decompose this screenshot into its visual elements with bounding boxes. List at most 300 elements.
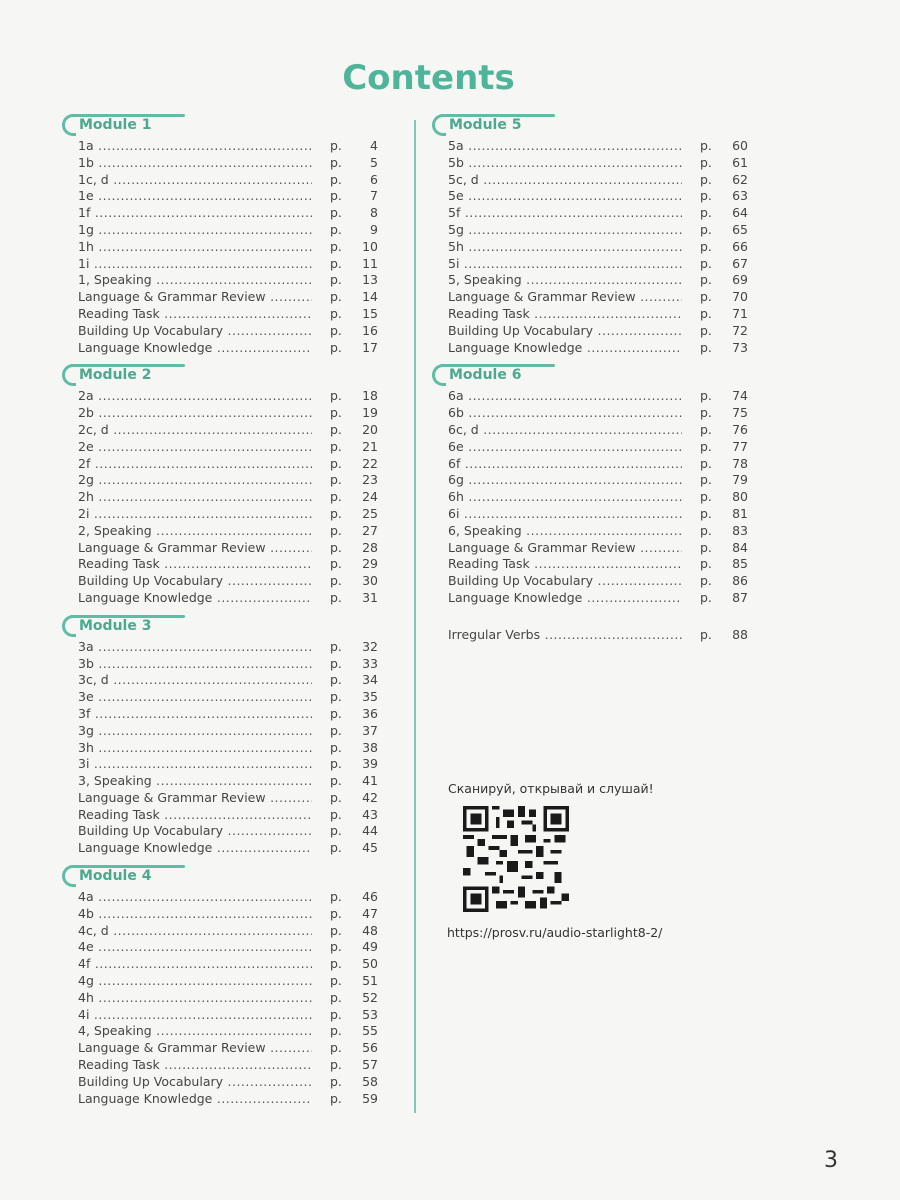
module-title: Module 6: [449, 367, 522, 384]
entry-label: 2g .....: [78, 472, 312, 489]
page-prefix: p.: [700, 221, 712, 237]
page-number: 39: [362, 756, 378, 772]
entry-label: 5, Speaking .....: [448, 272, 682, 289]
page-number: 25: [362, 505, 378, 521]
toc-row[interactable]: [62, 439, 382, 456]
entry-label: Language Knowledge .....: [78, 1091, 312, 1108]
entry-label: 3i .....: [78, 756, 312, 773]
toc-row[interactable]: [62, 906, 382, 923]
page-prefix: p.: [330, 655, 342, 671]
entry-label: 1i .....: [78, 256, 312, 273]
page-number: 67: [732, 255, 748, 271]
page-prefix: p.: [330, 171, 342, 187]
page-number: 48: [362, 922, 378, 938]
entry-label: 4i .....: [78, 1007, 312, 1024]
page-number: 61: [732, 154, 748, 170]
page-number: 72: [732, 322, 748, 338]
entry-label: 1g .....: [78, 222, 312, 239]
page-number: 75: [732, 405, 748, 421]
page-prefix: p.: [700, 556, 712, 572]
page-number: 32: [362, 638, 378, 654]
page-prefix: p.: [700, 205, 712, 221]
entry-label: 1h .....: [78, 239, 312, 256]
module-section: [432, 362, 752, 606]
heading-bracket-icon: [62, 615, 76, 637]
page-prefix: p.: [700, 489, 712, 505]
toc-row[interactable]: [62, 1007, 382, 1024]
page-number: 13: [362, 272, 378, 288]
toc-row[interactable]: [432, 489, 752, 506]
page-prefix: p.: [330, 973, 342, 989]
page-number: 51: [362, 973, 378, 989]
toc-row[interactable]: [432, 155, 752, 172]
toc-row[interactable]: [432, 523, 752, 540]
page-title: Contents: [342, 58, 515, 98]
page-prefix: p.: [330, 756, 342, 772]
entry-label: 3h .....: [78, 740, 312, 757]
toc-row[interactable]: [62, 1074, 382, 1091]
entry-label: 1b .....: [78, 155, 312, 172]
page-number: 43: [362, 806, 378, 822]
page-number: 88: [732, 627, 748, 642]
page-prefix: p.: [330, 339, 342, 355]
page-prefix: p.: [330, 773, 342, 789]
module-title: Module 3: [79, 617, 152, 634]
page-prefix: p.: [330, 806, 342, 822]
toc-row[interactable]: [432, 256, 752, 273]
page-prefix: p.: [330, 255, 342, 271]
page-prefix: p.: [330, 922, 342, 938]
page-number: 84: [732, 539, 748, 555]
page-number: 6: [370, 171, 378, 187]
toc-row[interactable]: [62, 706, 382, 723]
module-title: Module 2: [79, 367, 152, 384]
page-number-footer: 3: [824, 1148, 838, 1173]
entry-label: Language & Grammar Review .....: [78, 1040, 312, 1057]
module-title: Module 5: [449, 117, 522, 133]
toc-row[interactable]: [62, 489, 382, 506]
page-prefix: p.: [330, 489, 342, 505]
page-number: 36: [362, 705, 378, 721]
page-number: 18: [362, 388, 378, 404]
page-prefix: p.: [700, 171, 712, 187]
entry-label: 1a .....: [78, 138, 312, 155]
toc-row[interactable]: [432, 306, 752, 323]
scan-instruction: Сканируй, открывай и слушай!: [448, 781, 654, 796]
page-prefix: p.: [700, 589, 712, 605]
toc-row[interactable]: [432, 627, 752, 644]
page-prefix: p.: [330, 1006, 342, 1022]
entry-label: 1c, d .....: [78, 172, 312, 189]
toc-row[interactable]: [432, 472, 752, 489]
page-prefix: p.: [330, 989, 342, 1005]
toc-row[interactable]: [62, 138, 382, 155]
entry-label: 2b .....: [78, 405, 312, 422]
contents-column-right: [432, 112, 752, 613]
page-prefix: p.: [330, 238, 342, 254]
entry-label: Language & Grammar Review .....: [78, 540, 312, 557]
entry-label: Language Knowledge .....: [448, 590, 682, 607]
toc-row[interactable]: [432, 289, 752, 306]
entry-label: Building Up Vocabulary .....: [78, 823, 312, 840]
entry-label: Reading Task .....: [78, 306, 312, 323]
entry-label: Language Knowledge .....: [448, 340, 682, 357]
toc-row[interactable]: [432, 272, 752, 289]
entry-label: 6b .....: [448, 405, 682, 422]
page-prefix: p.: [330, 689, 342, 705]
toc-row[interactable]: [62, 289, 382, 306]
module-heading: [432, 362, 752, 386]
page-number: 79: [732, 472, 748, 488]
page-number: 22: [362, 455, 378, 471]
toc-row[interactable]: [432, 439, 752, 456]
toc-row[interactable]: [432, 573, 752, 590]
page-number: 14: [362, 289, 378, 305]
qr-code-icon[interactable]: [458, 806, 574, 912]
page-number: 38: [362, 739, 378, 755]
page-number: 74: [732, 388, 748, 404]
page-prefix: p.: [330, 739, 342, 755]
page-number: 24: [362, 489, 378, 505]
entry-label: Language Knowledge .....: [78, 590, 312, 607]
toc-row[interactable]: [432, 590, 752, 607]
heading-bracket-icon: [62, 114, 76, 136]
page-prefix: p.: [330, 1057, 342, 1073]
page-number: 35: [362, 689, 378, 705]
toc-row[interactable]: [62, 889, 382, 906]
module-section: [62, 362, 382, 606]
entry-label: Irregular Verbs .....: [448, 627, 682, 644]
page-number: 62: [732, 171, 748, 187]
module-section: [432, 112, 752, 356]
page-number: 59: [362, 1090, 378, 1106]
entry-label: 3g .....: [78, 723, 312, 740]
module-heading: [62, 863, 382, 887]
page-prefix: p.: [700, 539, 712, 555]
page-number: 5: [370, 154, 378, 170]
toc-row[interactable]: [62, 388, 382, 405]
toc-row[interactable]: [432, 205, 752, 222]
entry-label: Language & Grammar Review .....: [78, 790, 312, 807]
page-number: 41: [362, 773, 378, 789]
toc-row[interactable]: [432, 340, 752, 357]
toc-row[interactable]: [62, 405, 382, 422]
toc-row[interactable]: [62, 689, 382, 706]
toc-row[interactable]: [432, 138, 752, 155]
entry-label: 5c, d .....: [448, 172, 682, 189]
entry-label: 3f .....: [78, 706, 312, 723]
entry-label: Reading Task .....: [448, 306, 682, 323]
page-number: 77: [732, 438, 748, 454]
page-number: 76: [732, 421, 748, 437]
toc-row[interactable]: [62, 540, 382, 557]
page-number: 29: [362, 556, 378, 572]
toc-row[interactable]: [62, 990, 382, 1007]
page-prefix: p.: [330, 939, 342, 955]
page-number: 70: [732, 289, 748, 305]
entry-label: 6e .....: [448, 439, 682, 456]
toc-row[interactable]: [62, 205, 382, 222]
entry-label: Language & Grammar Review .....: [448, 540, 682, 557]
toc-row[interactable]: [62, 222, 382, 239]
toc-row[interactable]: [62, 155, 382, 172]
page-number: 69: [732, 272, 748, 288]
toc-row[interactable]: [62, 1091, 382, 1108]
entry-label: 2i .....: [78, 506, 312, 523]
page-number: 71: [732, 305, 748, 321]
entry-label: 4e .....: [78, 939, 312, 956]
page-prefix: p.: [330, 722, 342, 738]
toc-row[interactable]: [62, 340, 382, 357]
page-number: 21: [362, 438, 378, 454]
toc-row[interactable]: [62, 422, 382, 439]
page-number: 73: [732, 339, 748, 355]
toc-row[interactable]: [62, 656, 382, 673]
page-number: 47: [362, 905, 378, 921]
page-number: 34: [362, 672, 378, 688]
entry-label: 3e .....: [78, 689, 312, 706]
page-number: 56: [362, 1040, 378, 1056]
entry-label: 4b .....: [78, 906, 312, 923]
page-prefix: p.: [330, 789, 342, 805]
toc-row[interactable]: [432, 456, 752, 473]
entry-label: 2f .....: [78, 456, 312, 473]
page-number: 28: [362, 539, 378, 555]
page-prefix: p.: [330, 539, 342, 555]
page-number: 80: [732, 489, 748, 505]
page-number: 66: [732, 238, 748, 254]
entry-label: 5i .....: [448, 256, 682, 273]
module-heading: [62, 613, 382, 637]
page-prefix: p.: [330, 905, 342, 921]
module-section: [62, 112, 382, 356]
entry-label: 4g .....: [78, 973, 312, 990]
page-number: 30: [362, 573, 378, 589]
page-prefix: p.: [700, 455, 712, 471]
page-number: 53: [362, 1006, 378, 1022]
page-prefix: p.: [330, 388, 342, 404]
entry-label: 6h .....: [448, 489, 682, 506]
page-prefix: p.: [330, 556, 342, 572]
entry-label: 3a .....: [78, 639, 312, 656]
toc-row[interactable]: [62, 456, 382, 473]
page-prefix: p.: [330, 705, 342, 721]
toc-row[interactable]: [432, 422, 752, 439]
toc-row[interactable]: [432, 556, 752, 573]
page-number: 50: [362, 956, 378, 972]
page-number: 57: [362, 1057, 378, 1073]
entry-label: Building Up Vocabulary .....: [448, 573, 682, 590]
page-number: 15: [362, 305, 378, 321]
page-number: 78: [732, 455, 748, 471]
page-prefix: p.: [330, 305, 342, 321]
toc-row[interactable]: [62, 1040, 382, 1057]
toc-row[interactable]: [62, 790, 382, 807]
page-prefix: p.: [330, 889, 342, 905]
entry-label: 3c, d .....: [78, 672, 312, 689]
page-number: 65: [732, 221, 748, 237]
audio-link[interactable]: https://prosv.ru/audio-starlight8-2/: [447, 925, 663, 940]
page-number: 64: [732, 205, 748, 221]
entry-label: 6f .....: [448, 456, 682, 473]
page-number: 86: [732, 573, 748, 589]
toc-row[interactable]: [62, 573, 382, 590]
toc-row[interactable]: [62, 472, 382, 489]
toc-row[interactable]: [432, 323, 752, 340]
page-prefix: p.: [700, 138, 712, 153]
toc-row[interactable]: [62, 923, 382, 940]
page-number: 87: [732, 589, 748, 605]
page-prefix: p.: [700, 472, 712, 488]
entry-label: Building Up Vocabulary .....: [78, 1074, 312, 1091]
toc-row[interactable]: [62, 188, 382, 205]
toc-row[interactable]: [62, 556, 382, 573]
toc-row[interactable]: [432, 239, 752, 256]
toc-row[interactable]: [432, 172, 752, 189]
entry-label: 6, Speaking .....: [448, 523, 682, 540]
toc-row[interactable]: [62, 740, 382, 757]
module-title: Module 1: [79, 117, 152, 133]
toc-row[interactable]: [62, 807, 382, 824]
page-number: 19: [362, 405, 378, 421]
module-section: [62, 613, 382, 857]
page-prefix: p.: [330, 322, 342, 338]
toc-row[interactable]: [62, 590, 382, 607]
entry-label: Reading Task .....: [78, 1057, 312, 1074]
toc-row[interactable]: [62, 256, 382, 273]
entry-label: Language Knowledge .....: [78, 340, 312, 357]
toc-row[interactable]: [62, 639, 382, 656]
page-prefix: p.: [700, 272, 712, 288]
page-number: 16: [362, 322, 378, 338]
heading-bracket-icon: [432, 114, 446, 136]
page-number: 45: [362, 840, 378, 856]
heading-bracket-icon: [62, 364, 76, 386]
entry-label: 4h .....: [78, 990, 312, 1007]
page-number: 44: [362, 823, 378, 839]
entry-label: Building Up Vocabulary .....: [448, 323, 682, 340]
toc-row[interactable]: [62, 773, 382, 790]
toc-row[interactable]: [62, 239, 382, 256]
page-prefix: p.: [700, 405, 712, 421]
toc-row[interactable]: [62, 506, 382, 523]
module-heading: [62, 112, 382, 136]
toc-row[interactable]: [62, 840, 382, 857]
entry-label: 2h .....: [78, 489, 312, 506]
page-prefix: p.: [330, 638, 342, 654]
toc-row[interactable]: [62, 756, 382, 773]
toc-row[interactable]: [62, 1057, 382, 1074]
toc-row[interactable]: [62, 723, 382, 740]
page-number: 20: [362, 421, 378, 437]
entry-label: 5f .....: [448, 205, 682, 222]
page-number: 81: [732, 505, 748, 521]
contents-column-left: [62, 112, 382, 1113]
entry-label: 6g .....: [448, 472, 682, 489]
page-prefix: p.: [330, 154, 342, 170]
entry-label: 6c, d .....: [448, 422, 682, 439]
page-prefix: p.: [330, 438, 342, 454]
module-section: [62, 863, 382, 1107]
page-number: 11: [362, 255, 378, 271]
page-prefix: p.: [700, 438, 712, 454]
toc-row[interactable]: [62, 939, 382, 956]
page-prefix: p.: [700, 421, 712, 437]
page-prefix: p.: [700, 289, 712, 305]
page-prefix: p.: [700, 573, 712, 589]
page-prefix: p.: [700, 505, 712, 521]
page-prefix: p.: [330, 1090, 342, 1106]
page-number: 17: [362, 339, 378, 355]
toc-row[interactable]: [62, 272, 382, 289]
toc-row[interactable]: [62, 323, 382, 340]
page-prefix: p.: [330, 956, 342, 972]
page-prefix: p.: [330, 405, 342, 421]
module-heading: [432, 112, 752, 136]
toc-row[interactable]: [432, 188, 752, 205]
entry-label: 4a .....: [78, 889, 312, 906]
entry-label: 2, Speaking .....: [78, 523, 312, 540]
page-number: 8: [370, 205, 378, 221]
page-prefix: p.: [330, 205, 342, 221]
entry-label: 5g .....: [448, 222, 682, 239]
toc-row[interactable]: [432, 388, 752, 405]
page-number: 7: [370, 188, 378, 204]
toc-row[interactable]: [62, 523, 382, 540]
page-prefix: p.: [330, 289, 342, 305]
entry-label: Building Up Vocabulary .....: [78, 323, 312, 340]
page-prefix: p.: [700, 188, 712, 204]
column-divider: [414, 120, 416, 1113]
page-prefix: p.: [700, 627, 712, 642]
entry-label: 5h .....: [448, 239, 682, 256]
toc-row[interactable]: [62, 823, 382, 840]
page-number: 27: [362, 522, 378, 538]
toc-row[interactable]: [62, 172, 382, 189]
toc-row[interactable]: [62, 306, 382, 323]
toc-row[interactable]: [62, 1023, 382, 1040]
entry-label: Reading Task .....: [78, 807, 312, 824]
page-prefix: p.: [700, 522, 712, 538]
page-prefix: p.: [330, 455, 342, 471]
toc-row[interactable]: [62, 956, 382, 973]
page-number: 31: [362, 589, 378, 605]
toc-row[interactable]: [432, 222, 752, 239]
page-prefix: p.: [700, 339, 712, 355]
page-number: 9: [370, 221, 378, 237]
irregular-verbs-entry[interactable]: [432, 627, 752, 644]
toc-row[interactable]: [62, 973, 382, 990]
page-prefix: p.: [330, 823, 342, 839]
entry-label: 3b .....: [78, 656, 312, 673]
toc-row[interactable]: [432, 506, 752, 523]
page-prefix: p.: [330, 589, 342, 605]
toc-row[interactable]: [432, 405, 752, 422]
page-prefix: p.: [330, 1023, 342, 1039]
page-prefix: p.: [700, 322, 712, 338]
toc-row[interactable]: [432, 540, 752, 557]
page-prefix: p.: [330, 1040, 342, 1056]
entry-label: Building Up Vocabulary .....: [78, 573, 312, 590]
page-number: 42: [362, 789, 378, 805]
entry-label: Language & Grammar Review .....: [78, 289, 312, 306]
page-number: 85: [732, 556, 748, 572]
page-number: 58: [362, 1073, 378, 1089]
page-prefix: p.: [330, 672, 342, 688]
toc-row[interactable]: [62, 672, 382, 689]
entry-label: 3, Speaking .....: [78, 773, 312, 790]
page-number: 10: [362, 238, 378, 254]
